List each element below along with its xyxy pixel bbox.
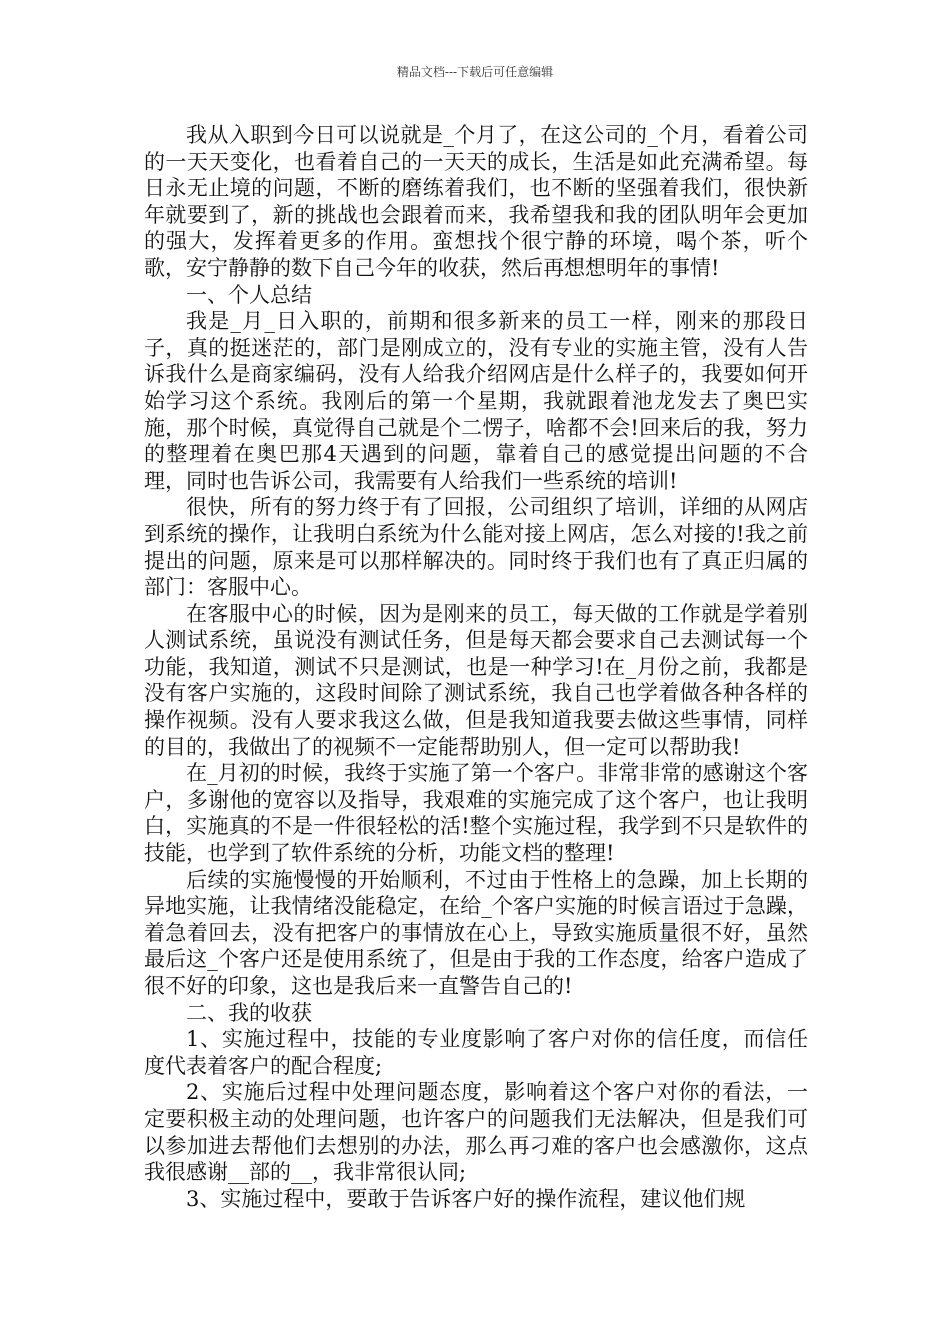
paragraph: 我是_月_日入职的，前期和很多新来的员工一样，刚来的那段日子，真的挺迷茫的，部门是刚成立的，没有专业的实施主管，没有人告诉我什么是商家编码，没有人给我介绍网店是什么样子的，我要如何开始学习这个系统。我刚后的第一个星期，我就跟着池龙发去了奥巴实施，那个时候，真觉得自己就是个二愣子，啥都不会!回来后的我，努力的整理着在奥巴那4天遇到的问题，靠着自己的感觉提出问题的不合理，同时也告诉公司，我需要有人给我们一些系统的培训!: [144, 309, 808, 493]
paragraph: 很快，所有的努力终于有了回报，公司组织了培训，详细的从网店到系统的操作，让我明白系统为什么能对接上网店，怎么对接的!我之前提出的问题，原来是可以那样解决的。同时终于我们也有了真正归属的部门：客服中心。: [144, 495, 808, 600]
paragraph: 在客服中心的时候，因为是刚来的员工，每天做的工作就是学着别人测试系统，虽说没有测试任务，但是每天都会要求自己去测试每一个功能，我知道，测试不只是测试，也是一种学习!在_月份之前，我都是没有客户实施的，这段时间除了测试系统，我自己也学着做各种各样的操作视频。没有人要求我这么做，但是我知道我要去做这些事情，同样的目的，我做出了的视频不一定能帮助别人，但一定可以帮助我!: [144, 601, 808, 759]
document-body: [144, 122, 808, 1212]
section-heading-my-gains: 二、我的收获: [186, 1000, 312, 1025]
list-item: 2、实施后过程中处理问题态度，影响着这个客户对你的看法，一定要积极主动的处理问题，也许客户的问题我们无法解决，但是我们可以参加进去帮他们去想别的办法，那么再刁难的客户也会感激你，这点我很感谢__部的__，我非常很认同;: [144, 1080, 808, 1185]
paragraph: 在_月初的时候，我终于实施了第一个客户。非常非常的感谢这个客户，多谢他的宽容以及指导，我艰难的实施完成了这个客户，也让我明白，实施真的不是一件很轻松的活!整个实施过程，我学到不只是软件的技能，也学到了软件系统的分析，功能文档的整理!: [144, 761, 808, 866]
paragraph: 后续的实施慢慢的开始顺利，不过由于性格上的急躁，加上长期的异地实施，让我情绪没能稳定，在给_个客户实施的时候言语过于急躁，着急着回去，没有把客户的事情放在心上，导致实施质量很不好，虽然最后这_个客户还是使用系统了，但是由于我的工作态度，给客户造成了很不好的印象，这也是我后来一直警告自己的!: [144, 867, 808, 998]
page-header: 精品文档---下载后可任意编辑: [396, 65, 554, 79]
list-item: 1、实施过程中，技能的专业度影响了客户对你的信任度，而信任度代表着客户的配合程度;: [144, 1027, 808, 1078]
section-heading-personal-summary: 一、个人总结: [186, 282, 312, 307]
paragraph-intro: 我从入职到今日可以说就是_个月了，在这公司的_个月，看着公司的一天天变化，也看着自己的一天天的成长，生活是如此充满希望。每日永无止境的问题，不断的磨练着我们，也不断的坚强着我们，很快新年就要到了，新的挑战也会跟着而来，我希望我和我的团队明年会更加的强大，发挥着更多的作用。蛮想找个很宁静的环境，喝个茶，听个歌，安宁静静的数下自己今年的收获，然后再想想明年的事情!: [144, 123, 808, 280]
list-item: 3、实施过程中，要敢于告诉客户好的操作流程，建议他们规: [186, 1186, 746, 1211]
